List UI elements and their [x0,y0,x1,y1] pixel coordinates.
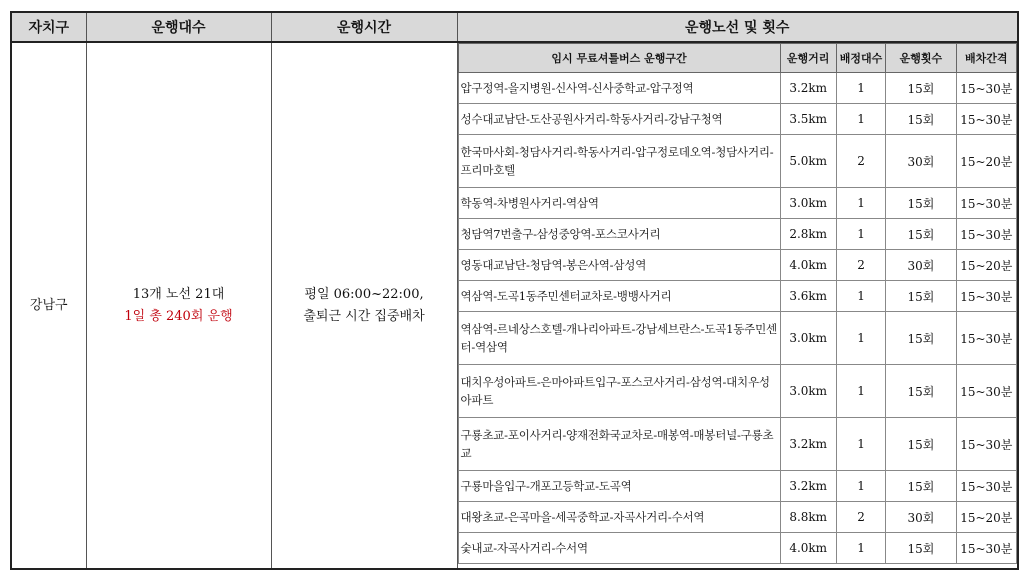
cell-route: 대왕초교-은곡마을-세곡중학교-자곡사거리-수서역 [458,502,780,533]
cell-trips: 15회 [886,418,956,471]
table-row [458,104,1017,135]
cell-interval: 15~30분 [956,281,1016,312]
vehicles-line1: 13개 노선 21대 [132,286,225,302]
hours-cell [271,42,457,569]
cell-trips: 15회 [886,219,956,250]
hours-rush: 출퇴근 시간 집중배차 [303,308,425,324]
col-trips: 운행횟수 [886,44,956,73]
cell-distance: 3.0km [780,312,836,365]
cell-buses: 2 [836,250,885,281]
table-row [458,281,1017,312]
cell-route: 대치우성아파트-은마아파트입구-포스코사거리-삼성역-대치우성아파트 [458,365,780,418]
shuttle-table [10,11,1019,570]
cell-buses: 1 [836,365,885,418]
cell-distance: 3.2km [780,418,836,471]
header-vehicles: 운행대수 [86,12,271,42]
vehicles-cell [86,42,271,569]
cell-buses: 2 [836,135,885,188]
cell-trips: 15회 [886,533,956,564]
cell-buses: 1 [836,188,885,219]
cell-distance: 2.8km [780,219,836,250]
table-row [458,502,1017,533]
cell-distance: 3.2km [780,73,836,104]
cell-buses: 1 [836,533,885,564]
district-name: 강남구 [29,297,68,313]
cell-route: 숯내교-자곡사거리-수서역 [458,533,780,564]
cell-route: 역삼역-르네상스호텔-개나리아파트-강남세브란스-도곡1동주민센터-역삼역 [458,312,780,365]
table-row [458,73,1017,104]
district-cell [11,42,86,569]
cell-interval: 15~30분 [956,188,1016,219]
cell-interval: 15~30분 [956,73,1016,104]
cell-buses: 1 [836,219,885,250]
table-row [458,471,1017,502]
table-row [458,365,1017,418]
cell-interval: 15~30분 [956,219,1016,250]
table-row [458,418,1017,471]
col-route: 임시 무료셔틀버스 운행구간 [458,44,780,73]
cell-trips: 30회 [886,135,956,188]
cell-route: 성수대교남단-도산공원사거리-학동사거리-강남구청역 [458,104,780,135]
cell-trips: 15회 [886,312,956,365]
cell-route: 역삼역-도곡1동주민센터교차로-뱅뱅사거리 [458,281,780,312]
cell-buses: 1 [836,471,885,502]
cell-route: 청담역7번출구-삼성중앙역-포스코사거리 [458,219,780,250]
cell-route: 한국마사회-청담사거리-학동사거리-압구정로데오역-청담사거리-프리마호텔 [458,135,780,188]
routes-table [458,43,1018,564]
cell-distance: 3.5km [780,104,836,135]
cell-route: 구룡초교-포이사거리-양재전화국교차로-매봉역-매봉터널-구룡초교 [458,418,780,471]
cell-distance: 4.0km [780,250,836,281]
cell-interval: 15~30분 [956,365,1016,418]
cell-trips: 15회 [886,281,956,312]
cell-interval: 15~30분 [956,418,1016,471]
table-row [458,533,1017,564]
cell-buses: 1 [836,281,885,312]
col-distance: 운행거리 [780,44,836,73]
cell-distance: 3.2km [780,471,836,502]
cell-interval: 15~30분 [956,312,1016,365]
table-row [458,312,1017,365]
cell-route: 영동대교남단-청담역-봉은사역-삼성역 [458,250,780,281]
cell-buses: 1 [836,418,885,471]
cell-distance: 5.0km [780,135,836,188]
cell-trips: 15회 [886,471,956,502]
col-interval: 배차간격 [956,44,1016,73]
routes-cell [457,42,1018,569]
cell-trips: 15회 [886,104,956,135]
cell-trips: 15회 [886,188,956,219]
cell-distance: 3.0km [780,365,836,418]
cell-trips: 15회 [886,365,956,418]
cell-trips: 15회 [886,73,956,104]
table-row [458,135,1017,188]
hours-weekday: 평일 06:00~22:00, [304,286,424,302]
table-row [458,250,1017,281]
cell-buses: 1 [836,104,885,135]
cell-interval: 15~30분 [956,533,1016,564]
table-row [458,219,1017,250]
cell-interval: 15~30분 [956,104,1016,135]
cell-route: 학동역-차병원사거리-역삼역 [458,188,780,219]
cell-route: 압구정역-을지병원-신사역-신사중학교-압구정역 [458,73,780,104]
cell-interval: 15~30분 [956,471,1016,502]
table-row [458,188,1017,219]
cell-buses: 1 [836,73,885,104]
col-buses: 배정대수 [836,44,885,73]
cell-distance: 3.0km [780,188,836,219]
cell-trips: 30회 [886,250,956,281]
cell-buses: 2 [836,502,885,533]
vehicles-line2: 1일 총 240회 운행 [124,308,233,324]
cell-route: 구룡마을입구-개포고등학교-도곡역 [458,471,780,502]
cell-interval: 15~20분 [956,250,1016,281]
cell-trips: 30회 [886,502,956,533]
cell-distance: 4.0km [780,533,836,564]
cell-distance: 8.8km [780,502,836,533]
cell-distance: 3.6km [780,281,836,312]
cell-buses: 1 [836,312,885,365]
cell-interval: 15~20분 [956,502,1016,533]
header-hours: 운행시간 [271,12,457,42]
cell-interval: 15~20분 [956,135,1016,188]
header-routes: 운행노선 및 횟수 [457,12,1018,42]
header-district: 자치구 [11,12,86,42]
